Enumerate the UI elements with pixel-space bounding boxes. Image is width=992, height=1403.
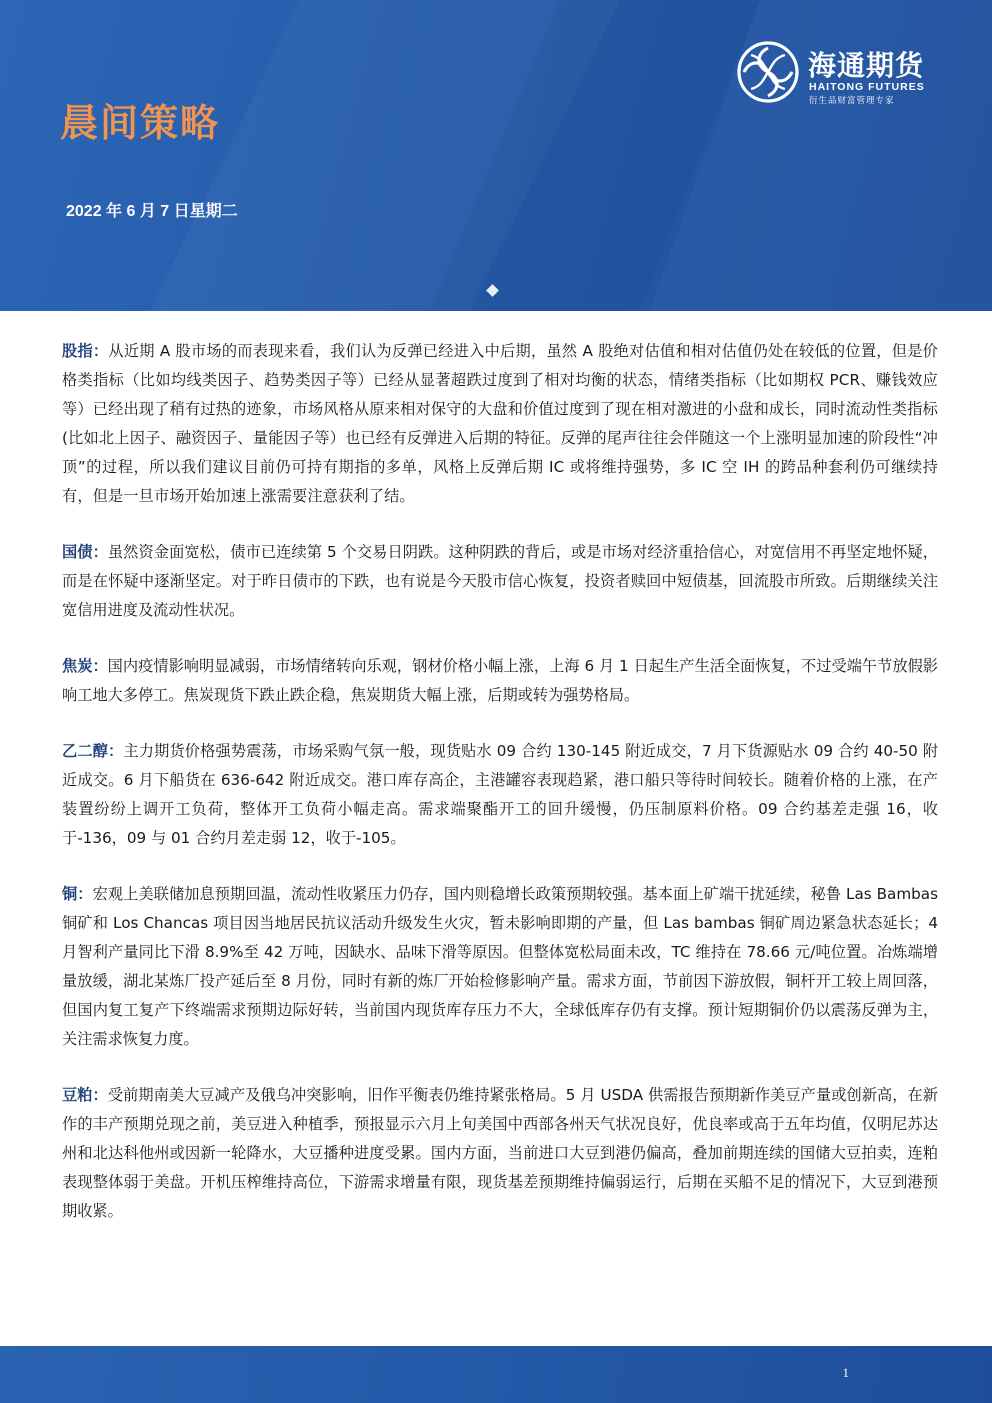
section-text: 宏观上美联储加息预期回温，流动性收紧压力仍存，国内则稳增长政策预期较强。基本面上矿端干扰延续，秘鲁 Las Bambas 铜矿和 Los Chancas 项目因当地居民抗议活动升级发生火灾，暂未影响即期的产量，但 Las bambas 铜矿周边紧急状态延长；4 月智利产量同比下滑 8.9%至 42 万吨，因缺水、品味下滑等原因。但整体宽松局面未改，TC 维持在 78.66 元/吨位置。冶炼端增量放缓，湖北某炼厂投产延后至 8 月份，同时有新的炼厂开始检修影响产量。需求方面，节前因下游放假，铜杆开工较上周回落，但国内复工复产下终端需求预期边际好转，当前国内现货库存压力不大，全球低库存仍有支撑。预计短期铜价仍以震荡反弹为主，关注需求恢复力度。: [62, 885, 939, 1048]
logo-name-cn: 海通期货: [808, 49, 925, 82]
logo-name-en: HAITONG FUTURES: [809, 81, 925, 93]
section-text: 受前期南美大豆减产及俄乌冲突影响，旧作平衡表仍维持紧张格局。5 月 USDA 供需报告预期新作美豆产量或创新高，在新作的丰产预期兑现之前，美豆进入种植季，预报显示六月上旬美国中西部各州天气状况良好，优良率或高于五年均值，仅明尼苏达州和北达科他州或因新一轮降水，大豆播种进度受累。国内方面，当前进口大豆到港仍偏高，叠加前期连续的国储大豆拍卖，连粕表现整体弱于美盘。开机压榨维持高位，下游需求增量有限，现货基差预期维持偏弱运行，后期在买船不足的情况下，大豆到港预期收紧。: [62, 1086, 938, 1220]
section-ethylene-glycol: [62, 737, 938, 853]
company-logo: [736, 40, 966, 112]
section-label: 铜：: [62, 885, 93, 903]
section-text: 从近期 A 股市场的而表现来看，我们认为反弹已经进入中后期，虽然 A 股绝对估值和相对估值仍处在较低的位置，但是价格类指标（比如均线类因子、趋势类因子等）已经从显著超跌过度到了相对均衡的状态，情绪类指标（比如期权 PCR、赚钱效应等）已经出现了稍有过热的迹象，市场风格从原来相对保守的大盘和价值过度到了现在相对激进的小盘和成长，同时流动性类指标(比如北上因子、融资因子、量能因子等）也已经有反弹进入后期的特征。反弹的尾声往往会伴随这一个上涨明显加速的阶段性“冲顶”的过程，所以我们建议目前仍可持有期指的多单，风格上反弹后期 IC 或将维持强势，多 IC 空 IH 的跨品种套利仍可继续持有，但是一旦市场开始加速上涨需要注意获利了结。: [62, 342, 939, 505]
section-copper: [62, 880, 938, 1054]
section-label: 豆粕：: [62, 1086, 108, 1104]
footer-band: [0, 1346, 992, 1403]
section-soybean-meal: [62, 1081, 938, 1226]
section-treasury-bonds: [62, 538, 938, 625]
section-text: 主力期货价格强势震荡，市场采购气氛一般，现货贴水 09 合约 130-145 附近成交，7 月下货源贴水 09 合约 40-50 附近成交。6 月下船货在 636-642 附近成交。港口库存高企，主港罐容表现趋紧，港口船只等待时间较长。随着价格的上涨，在产装置纷纷上调开工负荷，整体开工负荷小幅走高。需求端聚酯开工的回升缓慢，仍压制原料价格。09 合约基差走强 16，收于-136，09 与 01 合约月差走弱 12，收于-105。: [62, 742, 939, 847]
section-label: 国债：: [62, 543, 108, 561]
section-stock-index: [62, 337, 938, 511]
section-coke: [62, 652, 938, 710]
section-label: 乙二醇：: [62, 742, 124, 760]
section-text: 国内疫情影响明显减弱，市场情绪转向乐观，钢材价格小幅上涨，上海 6 月 1 日起生产生活全面恢复，不过受端午节放假影响工地大多停工。焦炭现货下跌止跌企稳，焦炭期货大幅上涨，后期或转为强势格局。: [62, 657, 938, 704]
page-title: 晨间策略: [60, 100, 221, 145]
section-text: 虽然资金面宽松，债市已连续第 5 个交易日阴跌。这种阴跌的背后，或是市场对经济重拾信心，对宽信用不再坚定地怀疑，而是在怀疑中逐渐坚定。对于昨日债市的下跌，也有说是今天股市信心恢复，投资者赎回中短债基，回流股市所致。后期继续关注宽信用进度及流动性状况。: [62, 543, 938, 619]
swirl-logo-icon: [736, 40, 800, 104]
logo-tagline: 衍生品财富管理专家: [809, 96, 895, 106]
section-label: 股指：: [62, 342, 109, 360]
section-label: 焦炭：: [62, 657, 108, 675]
strategy-content: [62, 337, 938, 1253]
header-band: [0, 0, 992, 311]
page-number: 1: [842, 1365, 849, 1380]
report-date: 2022 年 6 月 7 日星期二: [66, 203, 238, 220]
